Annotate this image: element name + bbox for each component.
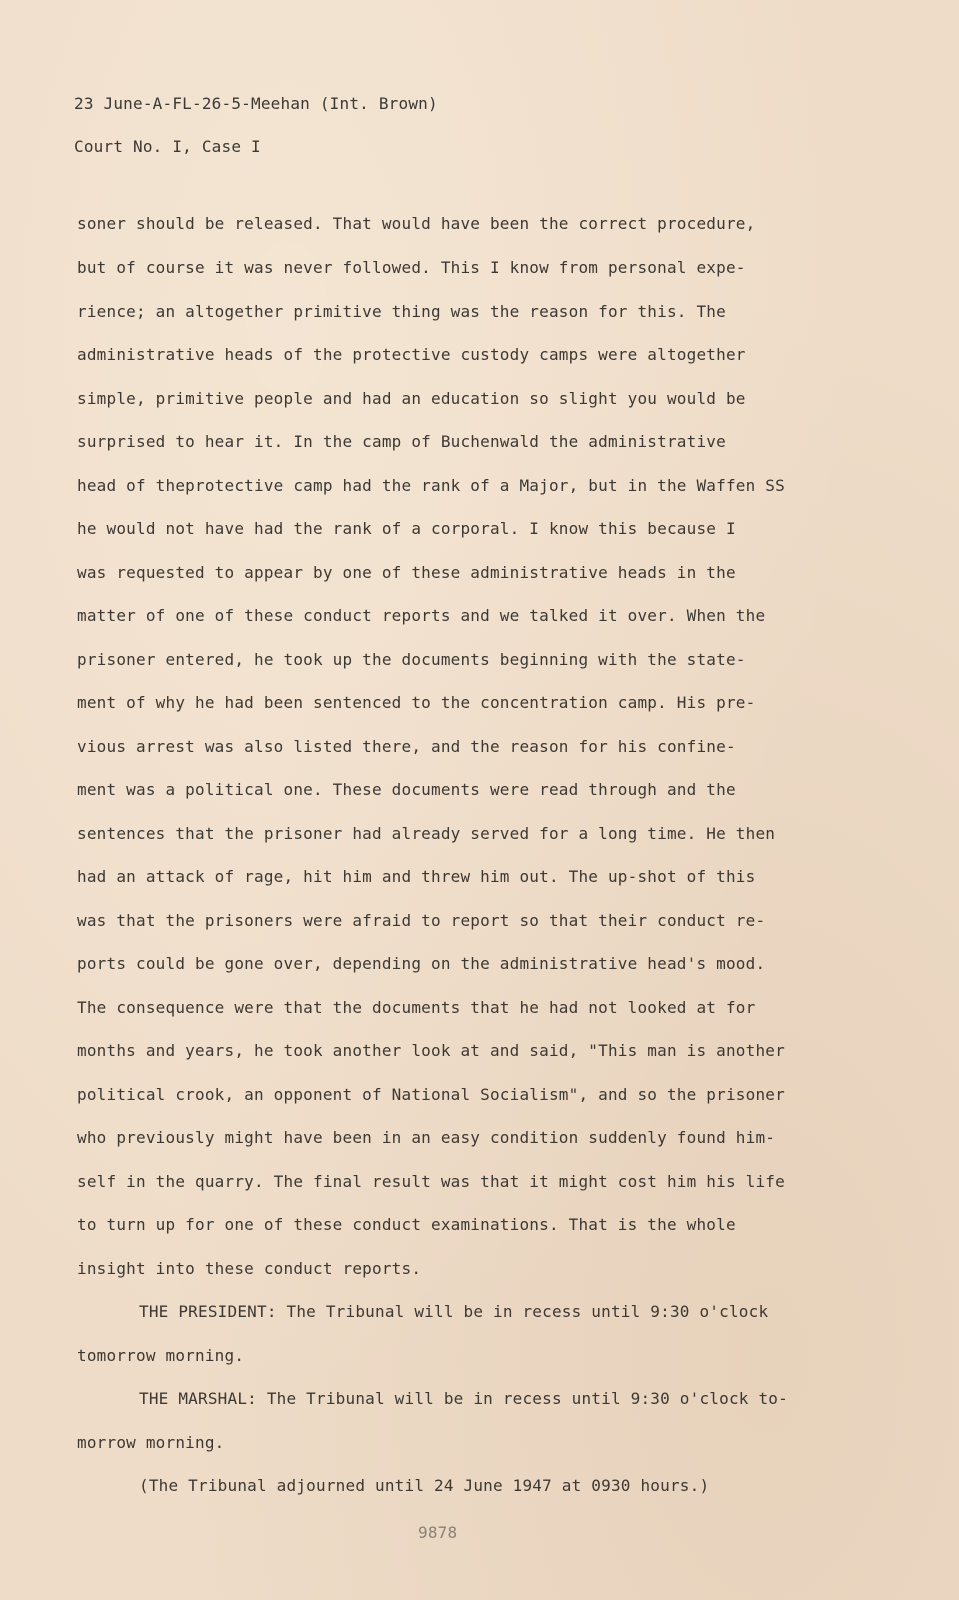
body-line: months and years, he took another look at and said, "This man is another	[77, 1041, 785, 1060]
body-line: ports could be gone over, depending on the administrative head's mood.	[77, 954, 766, 973]
page-number: 9878	[418, 1523, 458, 1542]
body-line: surprised to hear it. In the camp of Buchenwald the administrative	[77, 432, 726, 451]
body-line: rience; an altogether primitive thing was the reason for this. The	[77, 302, 726, 321]
body-line: but of course it was never followed. This I know from personal expe-	[77, 258, 746, 277]
body-line: soner should be released. That would have been the correct procedure,	[77, 214, 756, 233]
body-line: morrow morning.	[77, 1433, 225, 1452]
body-line: simple, primitive people and had an education so slight you would be	[77, 389, 746, 408]
body-line: was requested to appear by one of these administrative heads in the	[77, 563, 736, 582]
transcript-header-court: Court No. I, Case I	[74, 137, 261, 156]
body-line: tomorrow morning.	[77, 1346, 245, 1365]
body-line: who previously might have been in an easy condition suddenly found him-	[77, 1128, 776, 1147]
body-line: was that the prisoners were afraid to report so that their conduct re-	[77, 911, 766, 930]
body-line: administrative heads of the protective custody camps were altogether	[77, 345, 746, 364]
transcript-header-id: 23 June-A-FL-26-5-Meehan (Int. Brown)	[74, 94, 438, 113]
body-line: self in the quarry. The final result was that it might cost him his life	[77, 1172, 785, 1191]
body-line: The consequence were that the documents that he had not looked at for	[77, 998, 756, 1017]
body-line: insight into these conduct reports.	[77, 1259, 422, 1278]
body-line: he would not have had the rank of a corporal. I know this because I	[77, 519, 736, 538]
marshal-statement: THE MARSHAL: The Tribunal will be in recess until 9:30 o'clock to-	[139, 1389, 788, 1408]
body-line: prisoner entered, he took up the documents beginning with the state-	[77, 650, 746, 669]
body-line: vious arrest was also listed there, and the reason for his confine-	[77, 737, 736, 756]
body-line: political crook, an opponent of National Socialism", and so the prisoner	[77, 1085, 785, 1104]
body-line: to turn up for one of these conduct examinations. That is the whole	[77, 1215, 736, 1234]
adjournment-note: (The Tribunal adjourned until 24 June 1947 at 0930 hours.)	[139, 1476, 710, 1495]
body-line: had an attack of rage, hit him and threw him out. The up-shot of this	[77, 867, 756, 886]
body-line: ment was a political one. These documents were read through and the	[77, 780, 736, 799]
body-line: ment of why he had been sentenced to the concentration camp. His pre-	[77, 693, 756, 712]
president-statement: THE PRESIDENT: The Tribunal will be in recess until 9:30 o'clock	[139, 1302, 769, 1321]
body-line: matter of one of these conduct reports and we talked it over. When the	[77, 606, 766, 625]
body-line: head of theprotective camp had the rank of a Major, but in the Waffen SS	[77, 476, 785, 495]
body-line: sentences that the prisoner had already served for a long time. He then	[77, 824, 776, 843]
